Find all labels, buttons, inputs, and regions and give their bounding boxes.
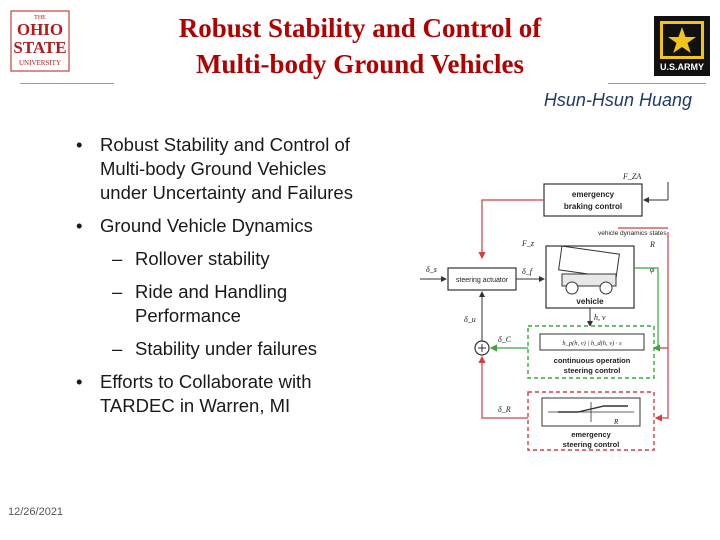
bullet-text: Ground Vehicle Dynamics: [100, 215, 313, 236]
fza-label: F_ZA: [623, 172, 642, 181]
bullet-item: [70, 214, 415, 238]
header-rule-right: [608, 83, 706, 84]
continuous-label-line2: steering control: [563, 366, 621, 375]
sub-bullet-item: [70, 247, 415, 271]
braking-label-line1: emergency: [571, 190, 615, 199]
emergency-braking-block: [544, 184, 642, 216]
slide-title-line2: Multi-body Ground Vehicles: [195, 49, 525, 79]
du-label: δ_u: [464, 315, 476, 324]
h-label: h, v: [594, 313, 606, 322]
sub-bullet-text: Ride and Handling: [135, 281, 288, 302]
slide-date: 12/26/2021: [8, 506, 64, 518]
bullet-list: [70, 133, 415, 427]
dr-label: δ_R: [498, 405, 511, 414]
r-label: R: [650, 240, 655, 249]
bullet-item: [70, 370, 415, 418]
sub-bullet-text: Rollover stability: [135, 248, 270, 269]
braking-label-line2: braking control: [563, 202, 623, 211]
fz-label: F_z: [522, 239, 534, 248]
r-label-2: R: [614, 418, 619, 426]
osu-logo-line2: OHIO: [16, 20, 64, 39]
dash-icon: –: [112, 338, 123, 359]
emergency-steering-line2: steering control: [562, 440, 620, 449]
sub-bullet-text: Stability under failures: [135, 338, 318, 359]
header-rule-left: [20, 83, 114, 84]
ohio-state-logo: [10, 10, 70, 72]
emergency-steering-line1: emergency: [571, 430, 611, 439]
army-logo-text: U.S.ARMY: [659, 62, 705, 72]
ds-label: δ_s: [426, 265, 437, 274]
dash-icon: –: [112, 281, 123, 302]
control-block-diagram: [418, 170, 680, 460]
states-label: vehicle dynamics states: [598, 230, 667, 237]
continuous-label-line1: continuous operation: [553, 356, 631, 365]
bullet-dot-icon: •: [76, 215, 83, 236]
osu-logo-line3: STATE: [13, 38, 67, 57]
bullet-text: Multi-body Ground Vehicles: [100, 158, 327, 179]
df-label: δ_f: [522, 267, 532, 276]
us-army-logo: [654, 16, 710, 76]
slide-title-line1: Robust Stability and Control of: [178, 13, 542, 43]
actuator-label: steering actuator: [455, 277, 509, 284]
sub-bullet-item: [70, 337, 415, 361]
osu-logo-line1: THE: [34, 15, 46, 21]
author-name: Hsun-Hsun Huang: [543, 90, 692, 110]
sub-bullet-item: [70, 280, 415, 328]
bullet-text: TARDEC in Warren, MI: [100, 395, 291, 416]
dc-label: δ_C: [498, 335, 512, 344]
bullet-text: Robust Stability and Control of: [100, 134, 350, 155]
bullet-text: under Uncertainty and Failures: [100, 182, 353, 203]
sub-bullet-text: Performance: [135, 305, 241, 326]
bullet-dot-icon: •: [76, 371, 83, 392]
bullet-text: Efforts to Collaborate with: [100, 371, 312, 392]
phi-label: φ: [650, 265, 655, 274]
block-equation: h_p(h, v) | h_d(h, v) · s: [562, 340, 622, 347]
osu-logo-line4: UNIVERSITY: [19, 59, 61, 67]
bullet-dot-icon: •: [76, 134, 83, 155]
vehicle-label: vehicle: [576, 297, 604, 306]
dash-icon: –: [112, 248, 123, 269]
bullet-item: [70, 133, 415, 205]
slide-title: [110, 10, 610, 82]
